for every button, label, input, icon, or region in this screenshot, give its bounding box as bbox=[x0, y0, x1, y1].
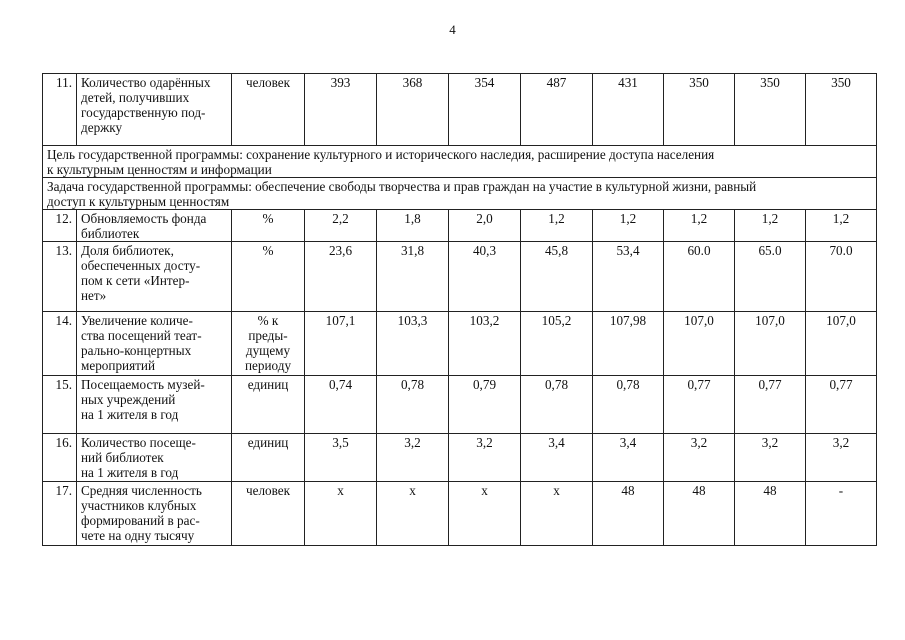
value-cell: х bbox=[305, 482, 377, 546]
row-number: 13. bbox=[43, 242, 77, 312]
value-cell: 48 bbox=[664, 482, 735, 546]
section-row bbox=[43, 146, 877, 178]
value-cell: х bbox=[449, 482, 521, 546]
indicator-name: Количество посеще- ний библиотек на 1 жителя в год bbox=[77, 434, 232, 482]
row-number: 11. bbox=[43, 74, 77, 146]
value-cell: 487 bbox=[521, 74, 593, 146]
unit-cell: % bbox=[232, 242, 305, 312]
value-cell: 2,2 bbox=[305, 210, 377, 242]
section-heading: Задача государственной программы: обеспечение свободы творчества и прав граждан на участие в культурной жизни, равный доступ к культурным ценностям bbox=[43, 178, 877, 210]
value-cell: 45,8 bbox=[521, 242, 593, 312]
value-cell: 107,0 bbox=[664, 312, 735, 376]
value-cell: 350 bbox=[735, 74, 806, 146]
value-cell: 393 bbox=[305, 74, 377, 146]
section-heading: Цель государственной программы: сохранение культурного и исторического наследия, расширение доступа населения к культурным ценностям и информации bbox=[43, 146, 877, 178]
value-cell: 107,1 bbox=[305, 312, 377, 376]
value-cell: 1,2 bbox=[735, 210, 806, 242]
value-cell: 3,4 bbox=[521, 434, 593, 482]
value-cell: 350 bbox=[664, 74, 735, 146]
value-cell: 350 bbox=[806, 74, 877, 146]
value-cell: 368 bbox=[377, 74, 449, 146]
value-cell: 3,2 bbox=[377, 434, 449, 482]
table-row bbox=[43, 434, 877, 482]
indicator-name: Доля библиотек, обеспеченных досту- пом к сети «Интер- нет» bbox=[77, 242, 232, 312]
value-cell: 70.0 bbox=[806, 242, 877, 312]
row-number: 12. bbox=[43, 210, 77, 242]
value-cell: 3,2 bbox=[735, 434, 806, 482]
section-row bbox=[43, 178, 877, 210]
table-row bbox=[43, 242, 877, 312]
table-row bbox=[43, 376, 877, 434]
value-cell: 0,79 bbox=[449, 376, 521, 434]
value-cell: 431 bbox=[593, 74, 664, 146]
table-row bbox=[43, 312, 877, 376]
value-cell: 1,8 bbox=[377, 210, 449, 242]
value-cell: 65.0 bbox=[735, 242, 806, 312]
value-cell: 0,77 bbox=[664, 376, 735, 434]
indicator-name: Средняя численность участников клубных формирований в рас- чете на одну тысячу bbox=[77, 482, 232, 546]
value-cell: 48 bbox=[593, 482, 664, 546]
value-cell: 0,78 bbox=[377, 376, 449, 434]
table-row bbox=[43, 482, 877, 546]
indicators-table bbox=[42, 73, 877, 546]
indicator-name: Посещаемость музей- ных учреждений на 1 жителя в год bbox=[77, 376, 232, 434]
value-cell: 1,2 bbox=[806, 210, 877, 242]
value-cell: 3,4 bbox=[593, 434, 664, 482]
value-cell: 1,2 bbox=[593, 210, 664, 242]
row-number: 15. bbox=[43, 376, 77, 434]
value-cell: - bbox=[806, 482, 877, 546]
page-number: 4 bbox=[449, 22, 456, 37]
value-cell: 1,2 bbox=[521, 210, 593, 242]
value-cell: 0,77 bbox=[806, 376, 877, 434]
value-cell: 3,2 bbox=[664, 434, 735, 482]
unit-cell: % bbox=[232, 210, 305, 242]
table-row bbox=[43, 74, 877, 146]
value-cell: 354 bbox=[449, 74, 521, 146]
value-cell: х bbox=[521, 482, 593, 546]
table-row bbox=[43, 210, 877, 242]
indicator-name: Увеличение количе- ства посещений теат- рально-концертных мероприятий bbox=[77, 312, 232, 376]
value-cell: 2,0 bbox=[449, 210, 521, 242]
unit-cell: единиц bbox=[232, 376, 305, 434]
value-cell: 1,2 bbox=[664, 210, 735, 242]
unit-cell: % к преды- дущему периоду bbox=[232, 312, 305, 376]
indicator-name: Количество одарённых детей, получивших государственную под- держку bbox=[77, 74, 232, 146]
value-cell: 3,5 bbox=[305, 434, 377, 482]
row-number: 17. bbox=[43, 482, 77, 546]
value-cell: 40,3 bbox=[449, 242, 521, 312]
value-cell: 3,2 bbox=[806, 434, 877, 482]
value-cell: 103,2 bbox=[449, 312, 521, 376]
value-cell: 103,3 bbox=[377, 312, 449, 376]
value-cell: 0,77 bbox=[735, 376, 806, 434]
value-cell: 60.0 bbox=[664, 242, 735, 312]
unit-cell: человек bbox=[232, 482, 305, 546]
value-cell: 3,2 bbox=[449, 434, 521, 482]
unit-cell: человек bbox=[232, 74, 305, 146]
value-cell: 23,6 bbox=[305, 242, 377, 312]
value-cell: х bbox=[377, 482, 449, 546]
value-cell: 0,78 bbox=[521, 376, 593, 434]
row-number: 16. bbox=[43, 434, 77, 482]
value-cell: 48 bbox=[735, 482, 806, 546]
value-cell: 107,0 bbox=[735, 312, 806, 376]
value-cell: 107,98 bbox=[593, 312, 664, 376]
unit-cell: единиц bbox=[232, 434, 305, 482]
value-cell: 105,2 bbox=[521, 312, 593, 376]
value-cell: 0,78 bbox=[593, 376, 664, 434]
value-cell: 0,74 bbox=[305, 376, 377, 434]
value-cell: 53,4 bbox=[593, 242, 664, 312]
value-cell: 31,8 bbox=[377, 242, 449, 312]
value-cell: 107,0 bbox=[806, 312, 877, 376]
indicator-name: Обновляемость фонда библиотек bbox=[77, 210, 232, 242]
row-number: 14. bbox=[43, 312, 77, 376]
